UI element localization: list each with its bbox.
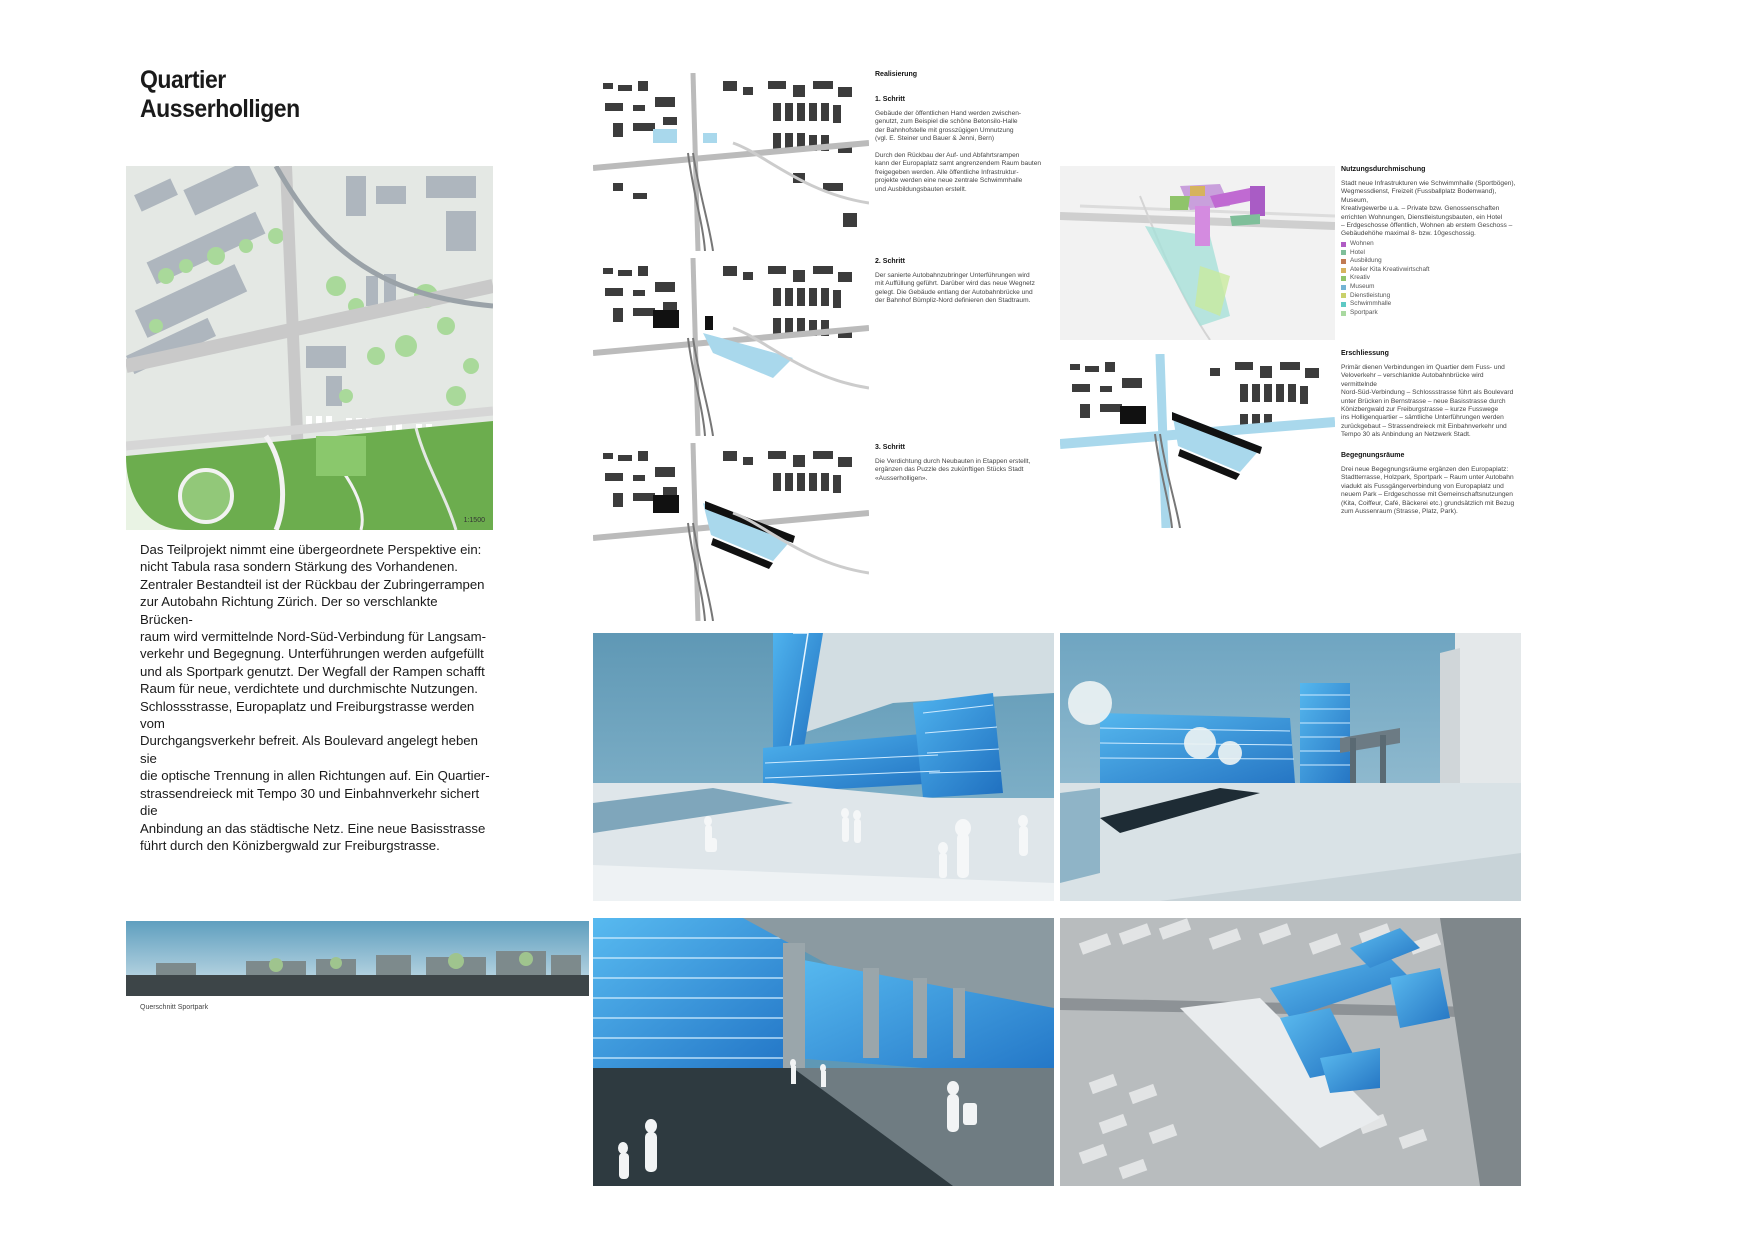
realisierung-map-step-3 [593, 443, 869, 621]
legend-swatch [1341, 302, 1346, 307]
legend-swatch [1341, 259, 1346, 264]
legend-swatch [1341, 293, 1346, 298]
erschliessung-map [1060, 354, 1335, 528]
section-elevation-drawing [126, 921, 589, 996]
description-line: Raum für neue, verdichtete und durchmischte Nutzungen. [140, 681, 478, 697]
step-1-text: Gebäude der öffentlichen Hand werden zwischen- genutzt, zum Beispiel die schöne Betonsilo-Halle der Bahnhofstelle mit grosszügigen Umnutzung (vgl. E. Steiner und Bauer & Jenni, Bern) Durch den Rückbau der Auf- und Abfahrtsrampen kann der Europaplatz samt angrenzendem Raum bauten freigegeben werden. Alle öffentliche Infrastruktur- projekte werden eine neue zentrale Schwimmhalle und Ausbildungsbauten erstellt. [875, 110, 1042, 193]
description-line: Schlossstrasse, Europaplatz und Freiburgstrasse werden vom [140, 698, 475, 732]
legend-item: Ausbildung [1341, 257, 1430, 266]
legend-swatch [1341, 242, 1346, 247]
erschliessung-text: Primär dienen Verbindungen im Quartier dem Fuss- und Veloverkehr – verschlankte Autobahnbrücke wird vermittelnde Nord-Süd-Verbindung – Schlossstrasse führt als Boulevard unter Brücken in Bernstrasse – neue Basisstrasse durch Könizbergwald zur Freiburgstrasse – kurze Fusswege ins Holligenquartier – sämtliche Unterführungen werden zurückgebaut – Strassendreieck mit Einbahnverkehr und Tempo 30 als Anbindung an Netzwerk Stadt. [1341, 364, 1514, 439]
description-line: die optische Trennung in allen Richtungen auf. Ein Quartier- [140, 768, 490, 784]
section-caption: Querschnitt Sportpark [140, 1004, 209, 1011]
site-plan-map [126, 166, 493, 530]
legend-swatch [1341, 250, 1346, 255]
step-3-label: 3. Schritt [875, 444, 905, 451]
step-1-label: 1. Schritt [875, 96, 905, 103]
nutzung-text: Stadt neue Infrastrukturen wie Schwimmhalle (Sportbögen), Wegmessdienst, Freizeit (Fussballplatz Bodenwand), Museum, Kreativgewerbe u.a. – Private bzw. Genossenschaften errichten Wohnungen, Dienstleistungsbauten, ein Hotel – Erdgeschosse öffentlich, Wohnen ab erstem Geschoss – Gebäudehöhe maximal 8- bzw. 10geschossig. [1341, 180, 1516, 238]
begegnung-heading: Begegnungsräume [1341, 452, 1405, 459]
description-line: Anbindung an das städtische Netz. Eine neue Basisstrasse [140, 820, 486, 836]
description-line: raum wird vermittelnde Nord-Süd-Verbindung für Langsam- [140, 629, 486, 645]
project-description [140, 541, 490, 854]
section-elevation-image [126, 921, 589, 996]
step-2-text: Der sanierte Autobahnzubringer Unterführungen wird mit Auffüllung geführt. Darüber wird das neue Wegnetz gelegt. Die Gebäude entlang der Autobahnbrücke und der Bahnhof Bümpliz-Nord definieren den Stadtraum. [875, 272, 1035, 305]
erschliessung-map-drawing [1060, 354, 1335, 528]
nutzung-diagram [1060, 166, 1335, 340]
legend-swatch [1341, 285, 1346, 290]
realisierung-map-step-2-drawing [593, 258, 869, 436]
map-scale-label: 1:1500 [463, 517, 485, 524]
rendering-aerial-view-drawing [1060, 918, 1521, 1186]
rendering-europaplatz-drawing [593, 633, 1054, 901]
rendering-boulevard [1060, 633, 1521, 901]
realisierung-heading: Realisierung [875, 71, 918, 78]
description-line: verkehr und Begegnung. Unterführungen werden aufgefüllt [140, 646, 484, 662]
nutzung-legend [1341, 240, 1430, 317]
rendering-under-bridge-drawing [593, 918, 1054, 1186]
description-line: Zentraler Bestandteil ist der Rückbau der Zubringerrampen [140, 576, 485, 592]
description-line: zur Autobahn Richtung Zürich. Der so verschlankte Brücken- [140, 594, 438, 627]
realisierung-map-step-3-drawing [593, 443, 869, 621]
realisierung-map-step-1-drawing [593, 73, 869, 251]
legend-item: Wohnen [1341, 240, 1430, 249]
description-line: nicht Tabula rasa sondern Stärkung des Vorhandenen. [140, 559, 458, 575]
nutzung-diagram-drawing [1060, 166, 1335, 340]
nutzung-heading: Nutzungsdurchmischung [1341, 166, 1426, 173]
description-line: führt durch den Könizbergwald zur Freiburgstrasse. [140, 837, 440, 853]
title-line-1: Quartier [140, 66, 226, 94]
step-2-label: 2. Schritt [875, 258, 905, 265]
description-line: und als Sportpark genutzt. Der Wegfall der Rampen schafft [140, 663, 485, 679]
begegnung-text: Drei neue Begegnungsräume ergänzen den Europaplatz: Stadtterrasse, Holzpark, Sportpark – Raum unter Autobahn viadukt als Fussgängerverbindung von Europaplatz und neuem Park – Erdgeschosse mit Gemeinschaftsnutzungen (Kita, Coiffeur, Café, Bäckerei etc.) grundsätzlich mit Bezug zum Aussenraum (Strasse, Platz, Park). [1341, 466, 1515, 516]
legend-item: Hotel [1341, 249, 1430, 258]
legend-swatch [1341, 276, 1346, 281]
erschliessung-heading: Erschliessung [1341, 350, 1389, 357]
description-line: strassendreieck mit Tempo 30 und Einbahnverkehr sichert die [140, 785, 480, 819]
legend-swatch [1341, 311, 1346, 316]
rendering-europaplatz [593, 633, 1054, 901]
legend-item: Sportpark [1341, 309, 1430, 318]
title-line-2: Ausserholligen [140, 95, 300, 123]
realisierung-map-step-2 [593, 258, 869, 436]
legend-item: Dienstleistung [1341, 292, 1430, 301]
legend-item: Museum [1341, 283, 1430, 292]
legend-item: Kreativ [1341, 274, 1430, 283]
legend-swatch [1341, 268, 1346, 273]
rendering-aerial-view [1060, 918, 1521, 1186]
description-line: Durchgangsverkehr befreit. Als Boulevard angelegt heben sie [140, 733, 478, 766]
rendering-boulevard-drawing [1060, 633, 1521, 901]
description-line: Das Teilprojekt nimmt eine übergeordnete Perspektive ein: [140, 542, 482, 557]
step-3-text: Die Verdichtung durch Neubauten in Etappen erstellt, ergänzen das Puzzle des zukünftigen Stücks Stadt «Ausserholligen». [875, 458, 1031, 482]
realisierung-map-step-1 [593, 73, 869, 251]
site-plan-map-drawing [126, 166, 493, 530]
legend-item: Atelier Kita Kreativwirtschaft [1341, 266, 1430, 275]
legend-item: Schwimmhalle [1341, 300, 1430, 309]
page-title [140, 66, 300, 124]
rendering-under-bridge [593, 918, 1054, 1186]
